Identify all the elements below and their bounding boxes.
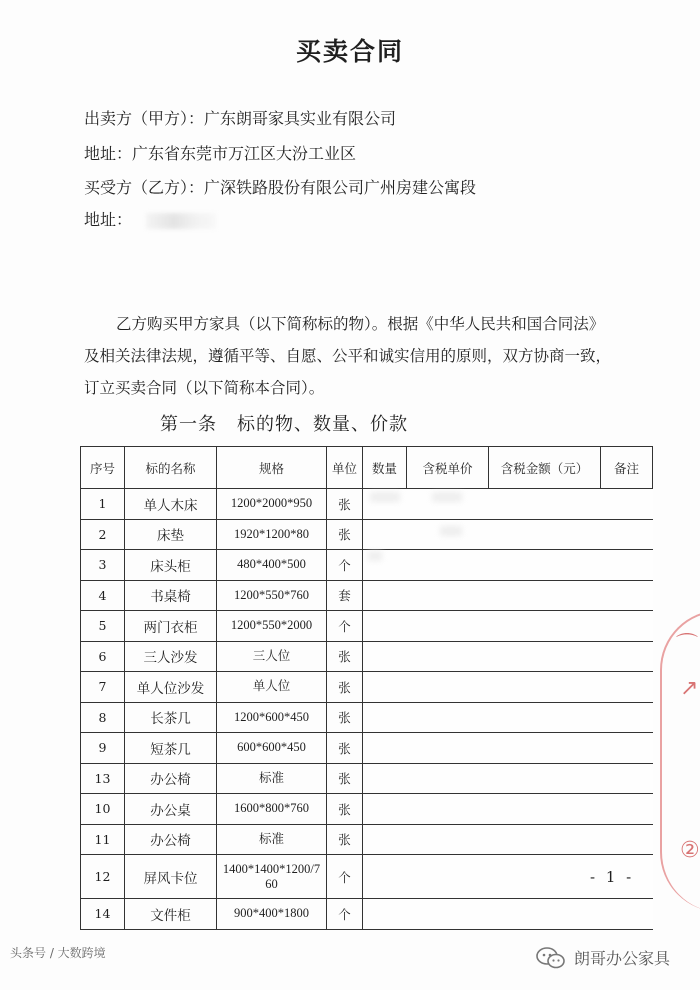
row-name: 办公桌 xyxy=(125,794,217,825)
row-name: 办公椅 xyxy=(125,824,217,855)
redacted-cells xyxy=(363,489,653,520)
table-row xyxy=(81,702,653,733)
row-unit: 张 xyxy=(327,641,363,672)
watermark-right-text: 朗哥办公家具 xyxy=(574,949,671,968)
row-spec: 900*400*1800 xyxy=(217,899,327,930)
redacted-cells xyxy=(363,641,653,672)
row-no: 6 xyxy=(81,641,125,672)
buyer-address-line xyxy=(84,207,216,230)
wechat-icon xyxy=(536,947,566,969)
section-number: 第一条 xyxy=(160,414,217,435)
stamp-fragment: ⌒ xyxy=(676,633,699,658)
row-spec: 600*600*450 xyxy=(217,733,327,764)
row-no: 9 xyxy=(81,733,125,764)
row-unit: 张 xyxy=(327,824,363,855)
buyer-address-label: 地址： xyxy=(84,210,133,229)
row-no: 12 xyxy=(81,855,125,899)
row-name: 短茶几 xyxy=(125,733,217,764)
table-row xyxy=(81,611,653,642)
row-name: 单人木床 xyxy=(125,489,217,520)
row-unit: 套 xyxy=(327,580,363,611)
watermark-left xyxy=(10,944,106,961)
row-unit: 张 xyxy=(327,672,363,703)
header-qty: 数量 xyxy=(363,447,407,489)
section-title: 标的物、数量、价款 xyxy=(237,414,408,435)
row-name: 屏风卡位 xyxy=(125,855,217,899)
row-no: 14 xyxy=(81,899,125,930)
row-unit: 张 xyxy=(327,733,363,764)
row-name: 单人位沙发 xyxy=(125,672,217,703)
row-no: 10 xyxy=(81,794,125,825)
stamp-fragment: ② xyxy=(680,838,700,863)
row-name: 文件柜 xyxy=(125,899,217,930)
row-spec: 标准 xyxy=(217,763,327,794)
row-spec: 1200*550*760 xyxy=(217,580,327,611)
table-row xyxy=(81,733,653,764)
row-no: 1 xyxy=(81,489,125,520)
watermark-right xyxy=(536,946,670,969)
row-unit: 张 xyxy=(327,519,363,550)
seller-label: 出卖方（甲方）： xyxy=(84,109,205,128)
row-name: 办公椅 xyxy=(125,763,217,794)
page-number: - 1 - xyxy=(590,868,635,886)
row-unit: 个 xyxy=(327,855,363,899)
header-remark: 备注 xyxy=(601,447,653,489)
watermark-left-text: 头条号 / 大数跨境 xyxy=(10,946,106,960)
row-spec: 1200*600*450 xyxy=(217,702,327,733)
document-title: 买卖合同 xyxy=(295,37,404,66)
redaction-smudge xyxy=(370,492,400,502)
redaction-smudge xyxy=(432,492,462,502)
redacted-cells xyxy=(363,611,653,642)
redacted-cells xyxy=(363,824,653,855)
row-spec xyxy=(217,855,327,899)
row-spec: 1920*1200*80 xyxy=(217,519,327,550)
row-spec-line-1: 1400*1400*1200/7 xyxy=(222,861,321,876)
seller-name: 广东朗哥家具实业有限公司 xyxy=(204,109,397,128)
table-row xyxy=(81,855,653,899)
stamp-fragment: ↗ xyxy=(680,676,699,701)
header-amount: 含税金额（元） xyxy=(489,447,601,489)
buyer-line xyxy=(84,175,476,198)
row-spec: 单人位 xyxy=(217,672,327,703)
header-spec: 规格 xyxy=(217,447,327,489)
redacted-cells xyxy=(363,899,653,930)
row-spec: 1600*800*760 xyxy=(217,794,327,825)
row-no: 7 xyxy=(81,672,125,703)
intro-paragraph xyxy=(84,308,664,404)
redaction-smudge xyxy=(440,526,462,536)
redacted-cells xyxy=(363,733,653,764)
row-name: 三人沙发 xyxy=(125,641,217,672)
seller-line xyxy=(84,106,396,129)
section-heading xyxy=(160,410,408,436)
row-spec: 1200*550*2000 xyxy=(217,611,327,642)
table-header-row xyxy=(81,447,653,489)
buyer-label: 买受方（乙方）： xyxy=(84,178,205,197)
header-no: 序号 xyxy=(81,447,125,489)
row-spec: 标准 xyxy=(217,824,327,855)
table-row xyxy=(81,899,653,930)
redaction-smudge xyxy=(368,551,382,561)
table-row xyxy=(81,550,653,581)
row-spec-line-2: 60 xyxy=(265,876,278,891)
seller-address-label: 地址： xyxy=(84,144,133,163)
row-name: 床垫 xyxy=(125,519,217,550)
redacted-address xyxy=(146,213,216,229)
row-unit: 张 xyxy=(327,794,363,825)
row-name: 两门衣柜 xyxy=(125,611,217,642)
table-row xyxy=(81,672,653,703)
row-no: 4 xyxy=(81,580,125,611)
row-name: 长茶几 xyxy=(125,702,217,733)
redacted-cells xyxy=(363,672,653,703)
row-no: 8 xyxy=(81,702,125,733)
table-row xyxy=(81,489,653,520)
row-unit: 张 xyxy=(327,702,363,733)
header-unit: 单位 xyxy=(327,447,363,489)
table-row xyxy=(81,794,653,825)
table-row xyxy=(81,763,653,794)
intro-line-3: 订立买卖合同（以下简称本合同）。 xyxy=(84,379,325,397)
row-unit: 个 xyxy=(327,550,363,581)
row-name: 书桌椅 xyxy=(125,580,217,611)
intro-line-1: 乙方购买甲方家具（以下简称标的物）。根据《中华人民共和国合同法》 xyxy=(116,315,605,333)
header-name: 标的名称 xyxy=(125,447,217,489)
row-name: 床头柜 xyxy=(125,550,217,581)
row-spec: 1200*2000*950 xyxy=(217,489,327,520)
redacted-cells xyxy=(363,794,653,825)
row-unit: 个 xyxy=(327,611,363,642)
row-unit: 张 xyxy=(327,489,363,520)
intro-line-2: 及相关法律法规，遵循平等、自愿、公平和诚实信用的原则，双方协商一致， xyxy=(84,347,612,365)
redacted-cells xyxy=(363,519,653,550)
row-spec: 三人位 xyxy=(217,641,327,672)
table-row xyxy=(81,519,653,550)
row-no: 13 xyxy=(81,763,125,794)
row-no: 5 xyxy=(81,611,125,642)
header-unit-price: 含税单价 xyxy=(407,447,489,489)
redacted-cells xyxy=(363,702,653,733)
items-table xyxy=(80,446,653,930)
row-no: 11 xyxy=(81,824,125,855)
redacted-cells xyxy=(363,763,653,794)
table-row xyxy=(81,824,653,855)
row-unit: 个 xyxy=(327,899,363,930)
row-no: 2 xyxy=(81,519,125,550)
seller-address: 广东省东莞市万江区大汾工业区 xyxy=(132,144,357,163)
table-row xyxy=(81,580,653,611)
row-no: 3 xyxy=(81,550,125,581)
redacted-cells xyxy=(363,580,653,611)
row-unit: 张 xyxy=(327,763,363,794)
redacted-cells xyxy=(363,550,653,581)
row-spec: 480*400*500 xyxy=(217,550,327,581)
seller-address-line xyxy=(84,141,356,164)
table-row xyxy=(81,641,653,672)
buyer-name: 广深铁路股份有限公司广州房建公寓段 xyxy=(204,178,477,197)
